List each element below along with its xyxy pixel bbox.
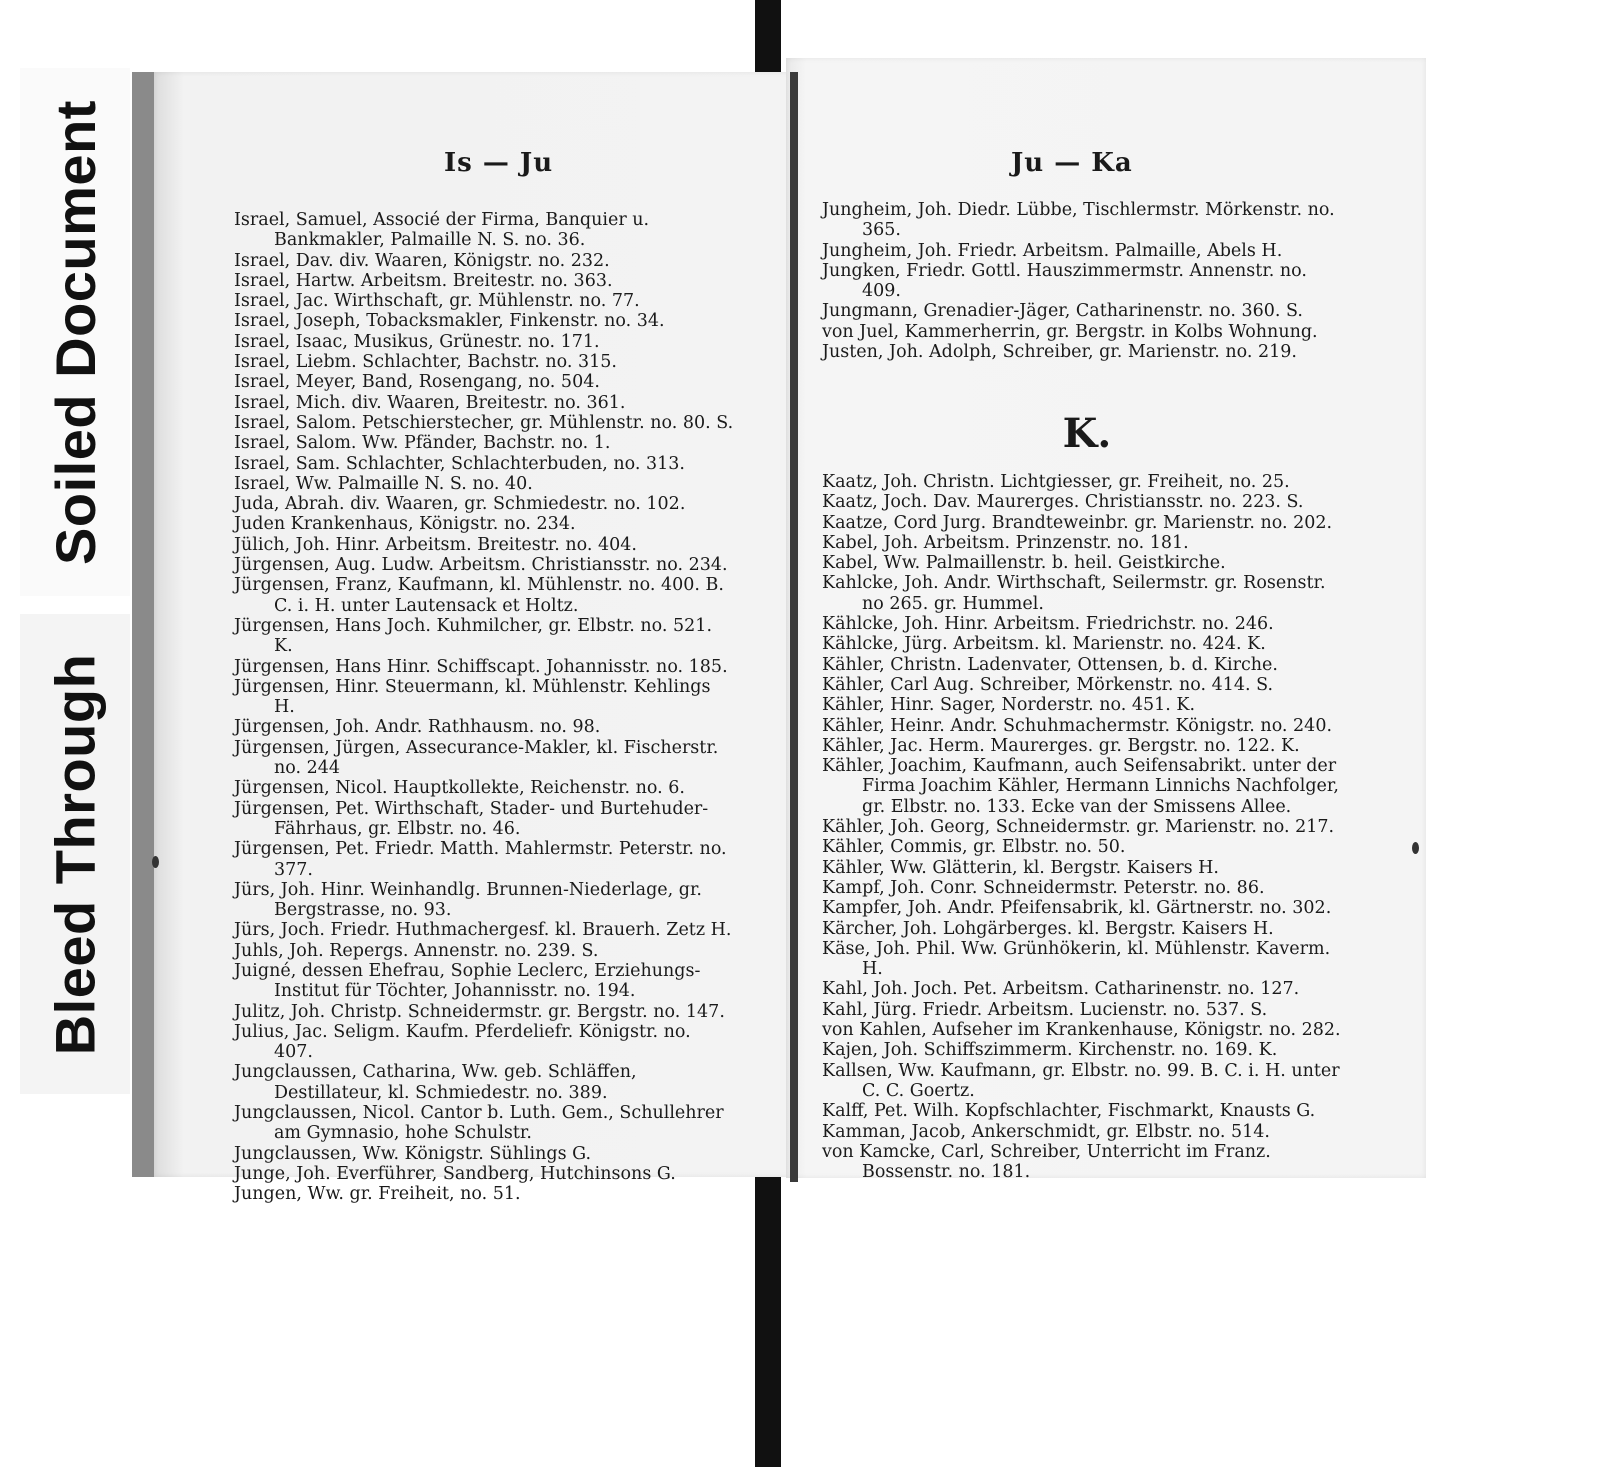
directory-entry: Kaatze, Cord Jurg. Brandteweinbr. gr. Marienstr. no. 202.: [822, 512, 1333, 533]
directory-entry: Jürgensen, Pet. Friedr. Matth. Mahlermstr. Peterstr. no. 377.: [234, 839, 727, 880]
directory-entry: Kähler, Carl Aug. Schreiber, Mörkenstr. no. 414. S.: [822, 674, 1274, 695]
directory-entry: Kähler, Jac. Herm. Maurerges. gr. Bergstr. no. 122. K.: [822, 735, 1300, 756]
directory-entry: Kahlcke, Joh. Andr. Wirthschaft, Seilermstr. gr. Rosenstr. no 265. gr. Hummel.: [822, 573, 1326, 614]
directory-entry: Jürgensen, Hans Joch. Kuhmilcher, gr. Elbstr. no. 521. K.: [234, 615, 713, 657]
directory-entry: Kähler, Joh. Georg, Schneidermstr. gr. Marienstr. no. 217.: [822, 817, 1335, 838]
right-page-header: Ju — Ka: [1011, 148, 1133, 178]
directory-entry: Jungen, Ww. gr. Freiheit, no. 51.: [234, 1184, 521, 1205]
left-page: [132, 72, 796, 1205]
directory-entry: Kahl, Jürg. Friedr. Arbeitsm. Lucienstr. no. 537. S.: [822, 999, 1268, 1020]
directory-entry: Kähler, Ww. Glätterin, kl. Bergstr. Kaisers H.: [822, 857, 1219, 878]
directory-entry: Junge, Joh. Everführer, Sandberg, Hutchinsons G.: [234, 1163, 676, 1184]
right-k-section: [822, 404, 1352, 1182]
directory-entry: Kähler, Commis, gr. Elbstr. no. 50.: [822, 837, 1126, 858]
directory-entry: Jülich, Joh. Hinr. Arbeitsm. Breitestr. no. 404.: [234, 534, 637, 555]
spine-top-bar: [755, 0, 781, 80]
soiled-document-text: Soiled Document: [43, 99, 107, 565]
directory-entry: Kärcher, Joh. Lohgärberges. kl. Bergstr. Kaisers H.: [822, 918, 1274, 939]
directory-entry: Kabel, Ww. Palmaillenstr. b. heil. Geistkirche.: [822, 553, 1226, 574]
directory-entry: Jungclaussen, Nicol. Cantor b. Luth. Gem., Schullehrer am Gymnasio, hohe Schulstr.: [234, 1103, 724, 1144]
directory-entry: Kähler, Joachim, Kaufmann, auch Seifensabrikt. unter der Firma Joachim Kähler, Hermann Linnichs Nachfolger, gr. Elbstr. no. 133. Ecke van der Smissens Allee.: [822, 756, 1339, 817]
directory-entry: Kabel, Joh. Arbeitsm. Prinzenstr. no. 181.: [822, 532, 1189, 553]
directory-entry: Kählcke, Joh. Hinr. Arbeitsm. Friedrichstr. no. 246.: [822, 614, 1274, 635]
directory-entry: Kähler, Heinr. Andr. Schuhmachermstr. Königstr. no. 240.: [822, 715, 1333, 736]
directory-entry: Kaatz, Joh. Christn. Lichtgiesser, gr. Freiheit, no. 25.: [822, 472, 1290, 492]
directory-entry: Jürgensen, Joh. Andr. Rathhausm. no. 98.: [234, 717, 601, 738]
bleed-through-text: Bleed Through: [43, 653, 107, 1055]
section-letter-k: K.: [1062, 410, 1112, 457]
directory-entry: Kaatz, Joch. Dav. Maurerges. Christiansstr. no. 223. S.: [822, 492, 1304, 513]
right-entry-list: [822, 200, 1342, 362]
directory-entry: von Kahlen, Aufseher im Krankenhause, Königstr. no. 282.: [822, 1020, 1341, 1041]
directory-entry: Kampf, Joh. Conr. Schneidermstr. Peterstr. no. 86.: [822, 877, 1265, 898]
directory-entry: Käse, Joh. Phil. Ww. Grünhökerin, kl. Mühlenstr. Kaverm. H.: [822, 938, 1331, 980]
directory-entry: Kampfer, Joh. Andr. Pfeifensabrik, kl. Gärtnerstr. no. 302.: [822, 898, 1332, 919]
directory-entry: Jürgensen, Franz, Kaufmann, kl. Mühlenstr. no. 400. B. C. i. H. unter Lautensack et Holtz.: [234, 575, 724, 616]
directory-entry: Jürgensen, Pet. Wirthschaft, Stader- und Burtehuder-Fährhaus, gr. Elbstr. no. 46.: [234, 798, 709, 839]
directory-entry: Jürs, Joh. Hinr. Weinhandlg. Brunnen-Niederlage, gr. Bergstrasse, no. 93.: [234, 879, 702, 921]
directory-entry: Israel, Joseph, Tobacksmakler, Finkenstr. no. 34.: [234, 311, 665, 332]
directory-entry: Jungmann, Grenadier-Jäger, Catharinenstr. no. 360. S.: [822, 301, 1303, 322]
binding-hole-left: [152, 856, 159, 868]
directory-entry: Kajen, Joh. Schiffszimmerm. Kirchenstr. no. 169. K.: [822, 1040, 1278, 1061]
directory-entry: Jungken, Friedr. Gottl. Hauszimmermstr. Annenstr. no. 409.: [822, 260, 1307, 302]
directory-entry: Israel, Mich. div. Waaren, Breitestr. no. 361.: [234, 392, 626, 413]
book-gutter: [790, 72, 798, 1182]
bleed-through-label: [20, 614, 130, 1094]
directory-entry: Jürgensen, Hans Hinr. Schiffscapt. Johannisstr. no. 185.: [234, 656, 728, 677]
directory-entry: Juhls, Joh. Repergs. Annenstr. no. 239. S.: [234, 940, 599, 961]
directory-entry: Jürs, Joch. Friedr. Huthmachergesf. kl. Brauerh. Zetz H.: [234, 920, 732, 941]
directory-entry: Julius, Jac. Seligm. Kaufm. Pferdeliefr. Königstr. no. 407.: [234, 1021, 691, 1063]
soiled-document-label: [20, 68, 130, 596]
directory-entry: Jungheim, Joh. Friedr. Arbeitsm. Palmaille, Abels H.: [822, 240, 1283, 261]
directory-entry: Juda, Abrah. div. Waaren, gr. Schmiedestr. no. 102.: [234, 494, 686, 515]
directory-entry: von Kamcke, Carl, Schreiber, Unterricht im Franz. Bossenstr. no. 181.: [822, 1141, 1271, 1183]
directory-entry: Kählcke, Jürg. Arbeitsm. kl. Marienstr. no. 424. K.: [822, 634, 1266, 655]
directory-entry: Israel, Meyer, Band, Rosengang, no. 504.: [234, 372, 600, 393]
directory-entry: Jürgensen, Nicol. Hauptkollekte, Reichenstr. no. 6.: [234, 778, 685, 799]
directory-entry: Israel, Samuel, Associé der Firma, Banquier u. Bankmakler, Palmaille N. S. no. 36.: [234, 210, 650, 251]
directory-entry: Jungclaussen, Ww. Königstr. Sühlings G.: [234, 1143, 592, 1164]
directory-entry: Julitz, Joh. Christp. Schneidermstr. gr. Bergstr. no. 147.: [234, 1001, 725, 1022]
directory-entry: Israel, Salom. Petschierstecher, gr. Mühlenstr. no. 80. S.: [234, 412, 734, 433]
directory-entry: Israel, Dav. div. Waaren, Königstr. no. 232.: [234, 250, 610, 271]
directory-entry: Israel, Liebm. Schlachter, Bachstr. no. 315.: [234, 352, 617, 373]
directory-entry: Kähler, Hinr. Sager, Norderstr. no. 451. K.: [822, 695, 1196, 716]
directory-entry: Juigné, dessen Ehefrau, Sophie Leclerc, Erziehungs-Institut für Töchter, Johannisstr. no. 194.: [234, 960, 701, 1002]
directory-entry: von Juel, Kammerherrin, gr. Bergstr. in Kolbs Wohnung.: [822, 321, 1318, 342]
left-entry-list: [234, 210, 734, 1205]
directory-entry: Israel, Salom. Ww. Pfänder, Bachstr. no. 1.: [234, 433, 611, 454]
directory-entry: Israel, Isaac, Musikus, Grünestr. no. 171.: [234, 331, 600, 352]
directory-entry: Kamman, Jacob, Ankerschmidt, gr. Elbstr. no. 514.: [822, 1121, 1270, 1142]
directory-entry: Justen, Joh. Adolph, Schreiber, gr. Marienstr. no. 219.: [822, 342, 1297, 363]
directory-entry: Israel, Hartw. Arbeitsm. Breitestr. no. 363.: [234, 270, 613, 291]
binding-hole-right: [1412, 842, 1419, 854]
directory-entry: Jürgensen, Jürgen, Assecurance-Makler, kl. Fischerstr. no. 244: [234, 737, 719, 779]
directory-entry: Jürgensen, Aug. Ludw. Arbeitsm. Christiansstr. no. 234.: [234, 555, 728, 576]
directory-entry: Juden Krankenhaus, Königstr. no. 234.: [234, 514, 576, 535]
k-entry-list: [822, 472, 1352, 1182]
directory-entry: Jürgensen, Hinr. Steuermann, kl. Mühlenstr. Kehlings H.: [234, 676, 711, 718]
left-page-header: Is — Ju: [444, 148, 554, 178]
directory-entry: Kähler, Christn. Ladenvater, Ottensen, b. d. Kirche.: [822, 654, 1278, 675]
directory-entry: Kallsen, Ww. Kaufmann, gr. Elbstr. no. 99. B. C. i. H. unter C. C. Goertz.: [822, 1060, 1340, 1101]
directory-entry: Kahl, Joh. Joch. Pet. Arbeitsm. Catharinenstr. no. 127.: [822, 979, 1300, 1000]
directory-entry: Jungheim, Joh. Diedr. Lübbe, Tischlermstr. Mörkenstr. no. 365.: [822, 200, 1335, 241]
spine-bottom-bar: [755, 1170, 781, 1467]
directory-entry: Israel, Sam. Schlachter, Schlachterbuden, no. 313.: [234, 453, 685, 474]
directory-entry: Israel, Ww. Palmaille N. S. no. 40.: [234, 473, 533, 494]
directory-entry: Israel, Jac. Wirthschaft, gr. Mühlenstr. no. 77.: [234, 291, 640, 312]
directory-entry: Jungclaussen, Catharina, Ww. geb. Schläffen, Destillateur, kl. Schmiedestr. no. 389.: [234, 1062, 637, 1103]
directory-entry: Kalff, Pet. Wilh. Kopfschlachter, Fischmarkt, Knausts G.: [822, 1101, 1316, 1122]
right-page: [786, 58, 1426, 1183]
